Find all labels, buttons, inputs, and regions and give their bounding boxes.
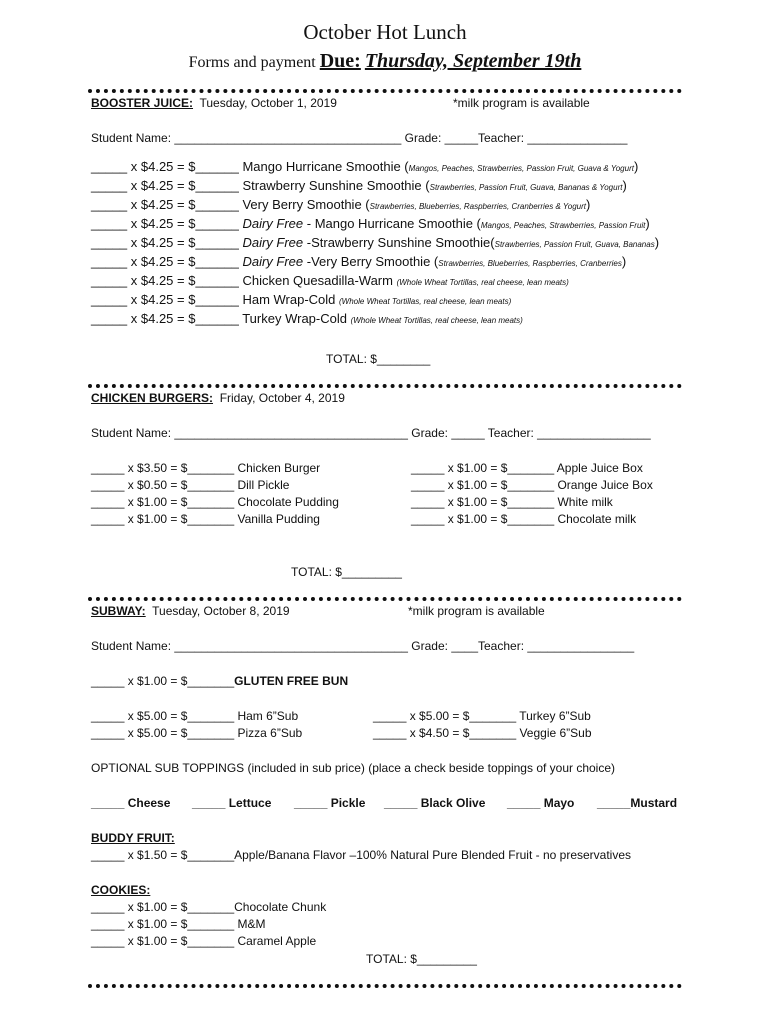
booster-item-qty: _____ x $4.25 = $______ (91, 159, 243, 174)
booster-item (91, 197, 590, 212)
gluten-free-prefix: _____ x $1.00 = $_______ (91, 674, 235, 688)
booster-item (91, 178, 627, 193)
booster-item-name: Chicken Quesadilla-Warm (242, 273, 397, 288)
topping-option: _____ Black Olive (384, 796, 486, 810)
gluten-free-label: GLUTEN FREE BUN (234, 674, 349, 688)
booster-item-close: ) (633, 159, 639, 174)
booster-item-ingredients: Mangos, Peaches, Strawberries, Passion Fruit, Guava & Yogurt (408, 164, 634, 173)
booster-item-name: Very Berry Smoothie ( (242, 197, 370, 212)
booster-item-qty: _____ x $4.25 = $______ (91, 178, 243, 193)
booster-item-ingredients: (Whole Wheat Tortillas, real cheese, lean meats) (339, 297, 512, 306)
cookies-heading: COOKIES: (91, 883, 151, 897)
booster-item-ingredients: Strawberries, Blueberries, Raspberries, Cranberries & Yogurt (369, 202, 586, 211)
booster-total: TOTAL: $________ (326, 352, 431, 366)
booster-item-name: Mango Hurricane Smoothie ( (242, 159, 409, 174)
booster-item-name: - Mango Hurricane Smoothie ( (303, 216, 481, 231)
chicken-item: _____ x $1.00 = $_______ Chocolate Pudding (91, 495, 339, 509)
dairy-free-label: Dairy Free (242, 216, 304, 231)
subway-heading: SUBWAY: (91, 604, 146, 618)
subway-heading-row (91, 604, 290, 618)
due-prefix: Forms and payment (188, 54, 320, 71)
booster-item-close: ) (645, 216, 650, 231)
section-divider (88, 89, 682, 93)
section-divider (88, 384, 682, 388)
booster-heading-row (91, 96, 337, 110)
topping-option: _____ Pickle (294, 796, 366, 810)
booster-date: Tuesday, October 1, 2019 (199, 96, 337, 110)
booster-item-ingredients: Mangos, Peaches, Strawberries, Passion Fruit (480, 221, 646, 230)
cookie-item: _____ x $1.00 = $_______ Caramel Apple (91, 934, 317, 948)
booster-item-close: ) (586, 197, 591, 212)
gluten-free-row (91, 674, 348, 688)
booster-item (91, 235, 659, 250)
sub-item: _____ x $4.50 = $_______ Veggie 6”Sub (373, 726, 592, 740)
chicken-heading: CHICKEN BURGERS: (91, 391, 214, 405)
booster-item-ingredients: (Whole Wheat Tortillas, real cheese, lean meats) (396, 278, 569, 287)
booster-item-close: ) (622, 178, 627, 193)
sub-item: _____ x $5.00 = $_______ Pizza 6”Sub (91, 726, 303, 740)
subway-milk-note: *milk program is available (408, 604, 545, 618)
booster-item-ingredients: Strawberries, Passion Fruit, Guava, Bananas & Yogurt (429, 183, 623, 192)
booster-item-ingredients: (Whole Wheat Tortillas, real cheese, lean meats) (350, 316, 523, 325)
drink-item: _____ x $1.00 = $_______ White milk (411, 495, 613, 509)
booster-item-qty: _____ x $4.25 = $______ (91, 273, 243, 288)
due-date: Thursday, September 19th (364, 50, 582, 72)
cookie-item: _____ x $1.00 = $_______ M&M (91, 917, 266, 931)
booster-item-name: -Strawberry Sunshine Smoothie( (303, 235, 495, 250)
topping-option: _____ Lettuce (192, 796, 272, 810)
booster-item-close: ) (621, 254, 627, 269)
buddy-fruit-heading: BUDDY FRUIT: (91, 831, 175, 845)
booster-item (91, 311, 523, 326)
drink-item: _____ x $1.00 = $_______ Chocolate milk (411, 512, 637, 526)
cookie-item: _____ x $1.00 = $_______Chocolate Chunk (91, 900, 327, 914)
chicken-item: _____ x $3.50 = $_______ Chicken Burger (91, 461, 321, 475)
chicken-date: Friday, October 4, 2019 (219, 391, 345, 405)
chicken-student-line: Student Name: ___________________________________ Grade: _____ Teacher: _________________ (91, 426, 651, 440)
due-label: Due: (319, 50, 361, 72)
booster-item-name: -Very Berry Smoothie ( (303, 254, 439, 269)
booster-item-qty: _____ x $4.25 = $______ (91, 311, 243, 326)
booster-item-qty: _____ x $4.25 = $______ (91, 216, 243, 231)
subway-student-line: Student Name: ___________________________________ Grade: ____Teacher: ________________ (91, 639, 635, 653)
booster-item-name: Strawberry Sunshine Smoothie ( (242, 178, 430, 193)
dairy-free-label: Dairy Free (242, 254, 304, 269)
toppings-heading: OPTIONAL SUB TOPPINGS (included in sub price) (place a check beside toppings of your choice) (91, 761, 616, 775)
topping-option: _____Mustard (597, 796, 678, 810)
booster-item (91, 216, 650, 231)
booster-item (91, 273, 569, 288)
section-divider (88, 984, 682, 988)
booster-heading: BOOSTER JUICE: (91, 96, 194, 110)
booster-item-qty: _____ x $4.25 = $______ (91, 254, 243, 269)
buddy-fruit-line: _____ x $1.50 = $_______Apple/Banana Flavor –100% Natural Pure Blended Fruit - no preservatives (91, 848, 632, 862)
section-divider (88, 597, 682, 601)
drink-item: _____ x $1.00 = $_______ Orange Juice Box (411, 478, 653, 492)
topping-option: _____ Cheese (91, 796, 171, 810)
drink-item: _____ x $1.00 = $_______ Apple Juice Box (411, 461, 643, 475)
sub-item: _____ x $5.00 = $_______ Ham 6”Sub (91, 709, 299, 723)
booster-item-qty: _____ x $4.25 = $______ (91, 235, 243, 250)
chicken-total: TOTAL: $_________ (291, 565, 402, 579)
booster-item-qty: _____ x $4.25 = $______ (91, 197, 243, 212)
due-line (0, 50, 770, 73)
sub-item: _____ x $5.00 = $_______ Turkey 6”Sub (373, 709, 591, 723)
booster-item-ingredients: Strawberries, Passion Fruit, Guava, Bananas (494, 240, 655, 249)
booster-item (91, 292, 511, 307)
dairy-free-label: Dairy Free (242, 235, 304, 250)
booster-item (91, 159, 638, 174)
topping-option: _____ Mayo (507, 796, 575, 810)
booster-item-close: ) (654, 235, 660, 250)
booster-item-ingredients: Strawberries, Blueberries, Raspberries, Cranberries (438, 259, 622, 268)
subway-total: TOTAL: $_________ (366, 952, 477, 966)
booster-milk-note: *milk program is available (453, 96, 590, 110)
chicken-item: _____ x $0.50 = $_______ Dill Pickle (91, 478, 290, 492)
booster-item-qty: _____ x $4.25 = $______ (91, 292, 243, 307)
subway-date: Tuesday, October 8, 2019 (152, 604, 290, 618)
booster-item-name: Ham Wrap-Cold (242, 292, 340, 307)
booster-student-line: Student Name: __________________________________ Grade: _____Teacher: _______________ (91, 131, 628, 145)
chicken-item: _____ x $1.00 = $_______ Vanilla Pudding (91, 512, 320, 526)
booster-item-name: Turkey Wrap-Cold (242, 311, 351, 326)
page-title: October Hot Lunch (303, 20, 467, 44)
booster-item (91, 254, 626, 269)
chicken-heading-row (91, 391, 345, 405)
